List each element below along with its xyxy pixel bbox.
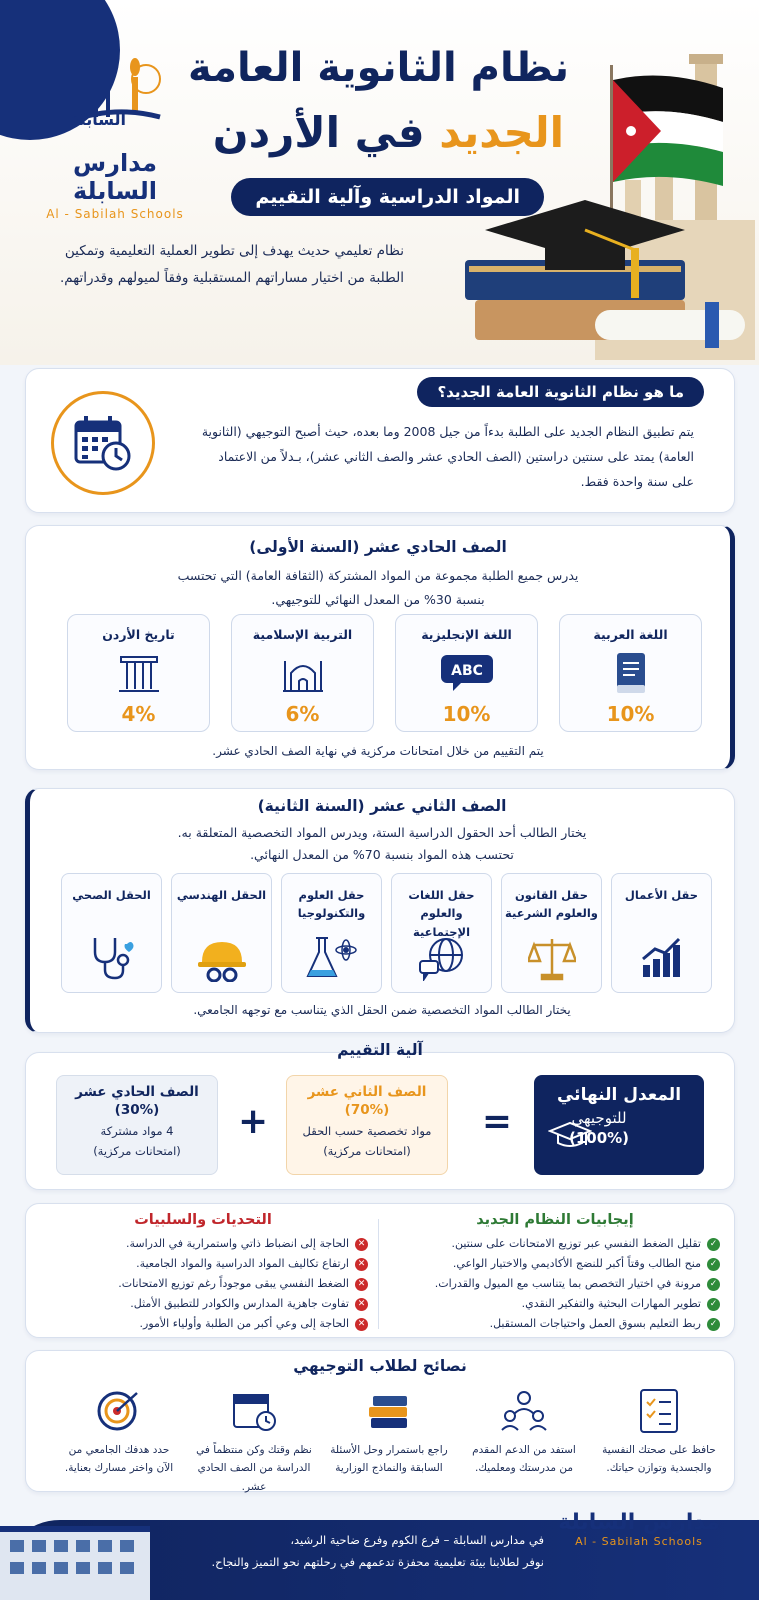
cross-icon: ✕: [355, 1298, 368, 1311]
tip-text: نظم وقتك وكن منتظماً في الدراسة من الصف الحادي عشر.: [196, 1444, 312, 1493]
globe-chat-icon: [392, 932, 491, 984]
pros-cons-section: [25, 1203, 735, 1338]
list-item: [38, 1314, 368, 1334]
con-text: تفاوت جاهزية المدارس والكوادر للتطبيق الأمثل.: [130, 1297, 349, 1310]
subject-percent: 4%: [121, 702, 156, 726]
con-text: الحاجة إلى انضباط ذاتي واستمرارية في الدراسة.: [125, 1237, 349, 1250]
subtitle-pill: المواد الدراسية وآلية التقييم: [231, 178, 544, 216]
calendar-icon: [194, 1385, 314, 1435]
ruins-icon: [68, 650, 209, 696]
jordan-flag-icon: [613, 76, 723, 187]
g11-box-title: الصف الحادي عشر: [75, 1084, 199, 1100]
cons-title: التحديات والسلبيات: [134, 1212, 272, 1228]
subject-name: تاريخ الأردن: [102, 627, 175, 642]
pro-text: مرونة في اختيار التخصص بما يتناسب مع الميول والقدرات.: [434, 1277, 701, 1290]
tips-title: نصائح لطلاب التوجيهي: [293, 1357, 467, 1375]
subject-card: [395, 614, 538, 732]
header: [0, 0, 759, 365]
tip-text: حدد هدفك الجامعي من الآن واختر مسارك بعناية.: [64, 1444, 174, 1475]
subject-percent: 6%: [285, 702, 320, 726]
tip-item: [194, 1385, 314, 1496]
g12-box-percent: (70%): [344, 1102, 390, 1118]
subject-card: [67, 614, 210, 732]
tips-section: [25, 1350, 735, 1492]
intro-text: نظام تعليمي حديث يهدف إلى تطوير العملية التعليمية وتمكين الطلبة من اختيار مساراتهم المستقبلية وفقاً لميولهم وقدراتهم.: [59, 243, 404, 286]
pro-text: ربط التعليم بسوق العمل واحتياجات المستقبل.: [489, 1317, 701, 1330]
scales-icon: [502, 932, 601, 984]
stethoscope-icon: [62, 932, 161, 984]
field-name: حقل اللغات والعلوم الإجتماعية: [408, 888, 475, 939]
subject-card: [559, 614, 702, 732]
subject-card: [231, 614, 374, 732]
footer-text: [184, 1530, 544, 1574]
subject-percent: 10%: [606, 702, 655, 726]
g12-box-line2: (امتحانات مركزية): [323, 1143, 411, 1158]
list-item: [38, 1234, 368, 1254]
cross-icon: ✕: [355, 1278, 368, 1291]
subject-name: اللغة الإنجليزية: [421, 627, 512, 642]
list-item: [390, 1254, 720, 1274]
grade-12-text-1: يختار الطالب أحد الحقول الدراسية الستة، ويدرس المواد التخصصية المتعلقة به.: [177, 825, 587, 840]
subject-name: اللغة العربية: [593, 627, 668, 642]
grad-cap-icon: [548, 1119, 592, 1155]
con-text: الضغط النفسي يبقى موجوداً رغم توزيع الامتحانات.: [118, 1277, 349, 1290]
final-line1: المعدل النهائي: [556, 1085, 682, 1105]
grade-11-text: يدرس جميع الطلبة مجموعة من المواد المشتركة (الثقافة العامة) التي تحتسب بنسبة 30% من المعدل النهائي للتوجيهي.: [177, 568, 579, 607]
tip-text: حافظ على صحتك النفسية والجسدية وتوازن حياتك.: [602, 1444, 716, 1475]
field-name: حقل الأعمال: [624, 888, 699, 902]
list-item: [390, 1294, 720, 1314]
list-item: [390, 1274, 720, 1294]
cons-column: [38, 1212, 368, 1334]
g11-box-line2: (امتحانات مركزية): [93, 1143, 181, 1158]
abc-icon: [396, 650, 537, 696]
field-name: حقل القانون والعلوم الشرعية: [505, 888, 598, 921]
brand-logo: [30, 55, 200, 221]
final-line3: (100%): [568, 1129, 630, 1147]
field-card: [171, 873, 272, 993]
brand-mark: [60, 55, 170, 145]
g12-box-line1: مواد تخصصية حسب الحقل: [302, 1124, 432, 1138]
people-icon: [464, 1385, 584, 1435]
books-stack-icon: [329, 1385, 449, 1435]
title-highlight: الجديد: [439, 108, 564, 157]
brand-name-en: Al - Sabilah Schools: [46, 207, 184, 221]
title-rest: في الأردن: [212, 108, 425, 157]
subject-percent: 10%: [442, 702, 491, 726]
tip-item: [599, 1385, 719, 1478]
list-item: [38, 1294, 368, 1314]
brand-mark-text: السابلة: [70, 110, 127, 129]
equals-sign: =: [481, 1101, 512, 1142]
footer-brand-en: Al - Sabilah Schools: [575, 1535, 703, 1548]
grade-11-title: الصف الحادي عشر (السنة الأولى): [249, 538, 507, 556]
pro-text: منح الطالب وقتاً أكبر للنضج الأكاديمي والاختيار الواعي.: [452, 1257, 701, 1270]
what-is-title: ما هو نظام الثانوية العامة الجديد؟: [417, 377, 704, 407]
school-building-illustration: [0, 1500, 160, 1600]
what-is-section: [25, 368, 735, 513]
list-item: [38, 1254, 368, 1274]
field-card: [61, 873, 162, 993]
tip-item: [59, 1385, 179, 1478]
mosque-icon: [232, 650, 373, 696]
list-item: [390, 1234, 720, 1254]
pro-text: تقليل الضغط النفسي عبر توزيع الامتحانات على سنتين.: [451, 1237, 701, 1250]
pro-text: تطوير المهارات البحثية والتفكير النقدي.: [521, 1297, 701, 1310]
field-card: [281, 873, 382, 993]
what-is-text: يتم تطبيق النظام الجديد على الطلبة بدءاً من جيل 2008 وما بعده، حيث أصبح التوجيهي (الثانوية العامة) يمتد على سنتين دراستين (الصف الحادي عشر والصف الثاني عشر)، بـدلاً من الاعتماد على سنة واحدة فقط.: [201, 424, 694, 489]
grade-12-section: [25, 788, 735, 1033]
footer-logo: [554, 1510, 724, 1548]
grade-11-footer: يتم التقييم من خلال امتحانات مركزية في نهاية الصف الحادي عشر.: [212, 744, 544, 758]
footer: [0, 1500, 759, 1600]
check-icon: ✓: [707, 1278, 720, 1291]
con-text: الحاجة إلى وعي أكبر من الطلبة وأولياء الأمور.: [139, 1317, 349, 1330]
con-text: ارتفاع تكاليف المواد الدراسية والمواد الجامعية.: [136, 1257, 349, 1270]
pros-title: إيجابيات النظام الجديد: [476, 1212, 634, 1228]
list-item: [38, 1274, 368, 1294]
field-card: [611, 873, 712, 993]
grade-12-footer: يختار الطالب المواد التخصصية ضمن الحقل الذي يتناسب مع توجهه الجامعي.: [193, 1003, 571, 1017]
assessment-section: [25, 1041, 735, 1190]
target-icon: [59, 1385, 179, 1435]
check-icon: ✓: [707, 1318, 720, 1331]
grade-12-title: الصف الثاني عشر (السنة الثانية): [257, 797, 507, 815]
bar-chart-icon: [612, 932, 711, 984]
field-name: حقل العلوم والتكنولوجيا: [297, 888, 366, 921]
tip-text: استفد من الدعم المقدم من مدرستك ومعلميك.: [472, 1444, 576, 1475]
book-icon: [560, 650, 701, 696]
tip-text: راجع باستمرار وحل الأسئلة السابقة والنماذج الوزارية: [330, 1444, 448, 1475]
grade-12-weight-box: [286, 1075, 448, 1175]
checklist-icon: [599, 1385, 719, 1435]
plus-sign: +: [238, 1101, 269, 1142]
calendar-clock-icon: [51, 391, 155, 495]
pros-column: [390, 1212, 720, 1334]
field-card: [391, 873, 492, 993]
field-card: [501, 873, 602, 993]
grade-12-text-2: تحتسب هذه المواد بنسبة 70% من المعدل النهائي.: [250, 847, 514, 862]
column-divider: [378, 1219, 379, 1329]
check-icon: ✓: [707, 1298, 720, 1311]
cross-icon: ✕: [355, 1258, 368, 1271]
brand-name-ar: مدارس السابلة: [72, 149, 158, 205]
g11-box-percent: (30%): [114, 1102, 160, 1118]
footer-brand-ar: مدارس السابلة: [558, 1510, 720, 1535]
tip-item: [464, 1385, 584, 1478]
footer-line2: نوفر لطلابنا بيئة تعليمية محفزة تدعمهم في رحلتهم نحو التميز والنجاح.: [211, 1554, 544, 1569]
final-average-box: [534, 1075, 704, 1175]
helmet-gears-icon: [172, 932, 271, 984]
page-title-line1: نظام الثانوية العامة: [188, 45, 569, 91]
grade-11-section: [25, 525, 735, 770]
candle-logo-icon: [60, 55, 170, 145]
final-line2: للتوجيهي: [571, 1109, 627, 1127]
cross-icon: ✕: [355, 1238, 368, 1251]
grade-11-weight-box: [56, 1075, 218, 1175]
footer-line1: في مدارس السابلة – فرع الكوم وفرع ضاحية الرشيد،: [290, 1533, 544, 1547]
flask-atom-icon: [282, 932, 381, 984]
g11-box-line1: 4 مواد مشتركة: [100, 1124, 174, 1138]
tip-item: [329, 1385, 449, 1478]
cross-icon: ✕: [355, 1318, 368, 1331]
assessment-title: آلية التقييم: [337, 1041, 423, 1059]
field-name: الحقل الصحي: [72, 888, 151, 902]
list-item: [390, 1314, 720, 1334]
check-icon: ✓: [707, 1258, 720, 1271]
hero-illustration: [455, 40, 755, 365]
field-name: الحقل الهندسي: [176, 888, 267, 902]
subject-name: التربية الإسلامية: [252, 627, 353, 642]
g12-box-title: الصف الثاني عشر: [307, 1084, 427, 1100]
svg-text:ABC: ABC: [450, 663, 483, 679]
check-icon: ✓: [707, 1238, 720, 1251]
